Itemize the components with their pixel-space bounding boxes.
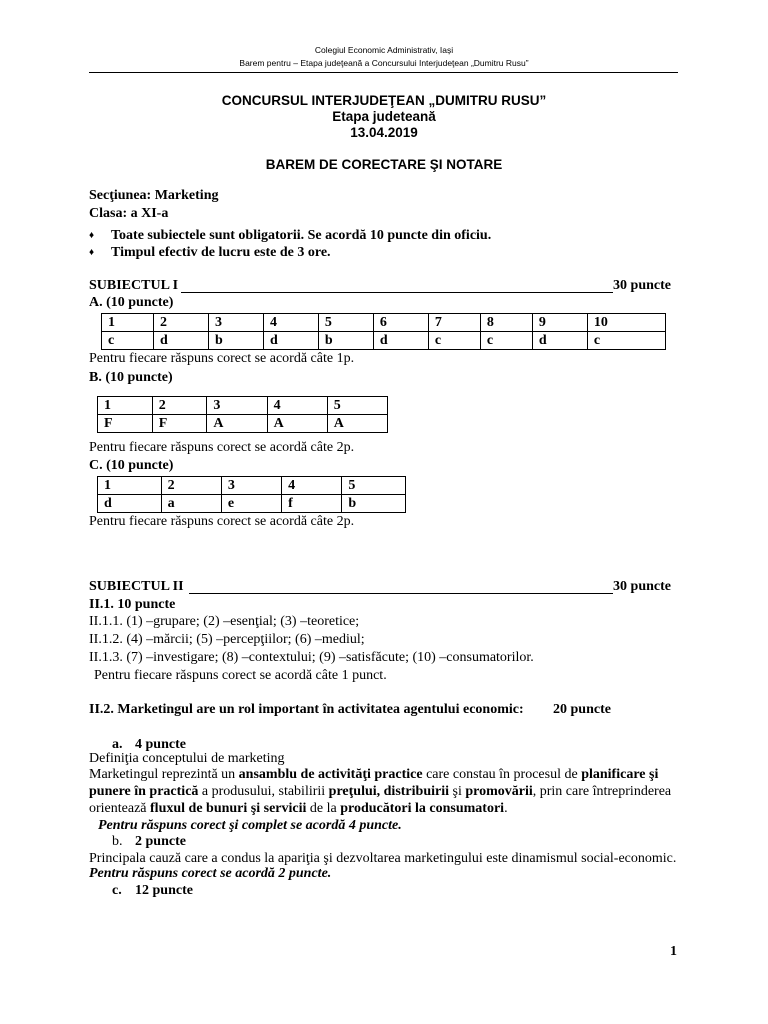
page-number: 1 — [670, 944, 677, 959]
answer-table-b — [97, 396, 388, 433]
section-label: Secţiunea: Marketing — [89, 188, 219, 203]
institution-name: Colegiul Economic Administrativ, Iași — [314, 45, 454, 55]
ii2-points: 20 puncte — [553, 702, 611, 717]
definition-line-3: orientează fluxul de bunuri şi servicii de la producători la consumatori. — [89, 801, 508, 816]
diamond-icon: ♦ — [89, 247, 95, 258]
table-row: 1 2 3 4 5 — [98, 477, 406, 495]
answer-table-a — [101, 313, 666, 350]
subject-2-header: SUBIECTUL II 30 puncte — [89, 579, 671, 594]
ii2-heading: II.2. Marketingul are un rol important în activitatea agentului economic: — [89, 702, 524, 717]
ii1-heading: II.1. 10 puncte — [89, 597, 176, 612]
item-c-label: c. — [112, 883, 122, 898]
underline-rule — [189, 593, 613, 594]
table-row: 1 2 3 4 5 6 7 8 9 10 — [102, 314, 666, 332]
bullet-item: ♦ Toate subiectele sunt obligatorii. Se acordă 10 puncte din oficiu. — [89, 228, 492, 243]
table-row: c d b d b d c c d c — [102, 332, 666, 350]
part-b-heading: B. (10 puncte) — [89, 370, 173, 385]
definition-line-2: punere în practică a produsului, stabilirii preţului, distribuirii şi promovării, prin care întreprinderea — [89, 784, 672, 799]
answer-table-c — [97, 476, 406, 513]
grading-title: BAREM DE CORECTARE ŞI NOTARE — [265, 157, 503, 172]
date-title: 13.04.2019 — [350, 125, 418, 140]
item-b-points: 2 puncte — [135, 834, 186, 849]
contest-title: CONCURSUL INTERJUDEŢEAN „DUMITRU RUSU” — [221, 93, 547, 108]
underline-rule — [181, 292, 613, 293]
ii1-note: Pentru fiecare răspuns corect se acordă câte 1 punct. — [94, 668, 387, 683]
ii1-line: II.1.3. (7) –investigare; (8) –contextului; (9) –satisfăcute; (10) –consumatorilor. — [89, 650, 534, 665]
table-row: d a e f b — [98, 495, 406, 513]
part-b-note: Pentru fiecare răspuns corect se acordă câte 2p. — [89, 440, 355, 455]
item-a-definition-label: Definiţia conceptului de marketing — [89, 751, 285, 766]
item-b-label: b. — [112, 834, 123, 849]
diamond-icon: ♦ — [89, 230, 95, 241]
stage-title: Etapa judeteană — [332, 109, 436, 124]
ii1-line: II.1.2. (4) –mărcii; (5) –percepţiilor; (6) –mediul; — [89, 632, 365, 647]
part-a-heading: A. (10 puncte) — [89, 295, 174, 310]
item-a-points: 4 puncte — [135, 737, 186, 752]
class-label: Clasa: a XI-a — [89, 206, 169, 221]
subject-1-header: SUBIECTUL I 30 puncte — [89, 278, 671, 293]
ii1-line: II.1.1. (1) –grupare; (2) –esenţial; (3) –teoretice; — [89, 614, 360, 629]
document-subtitle: Barem pentru – Etapa judeţeană a Concursului Interjudeţean „Dumitru Rusu” — [239, 58, 529, 68]
header-divider — [89, 72, 678, 73]
item-b-text: Principala cauză care a condus la apariţia şi dezvoltarea marketingului este dinamismul social-economic. — [89, 851, 677, 866]
bullet-item: ♦ Timpul efectiv de lucru este de 3 ore. — [89, 245, 331, 260]
table-row: 1 2 3 4 5 — [98, 397, 388, 415]
item-a-note: Pentru răspuns corect şi complet se acordă 4 puncte. — [98, 818, 402, 833]
item-a-label: a. — [112, 737, 123, 752]
item-c-points: 12 puncte — [135, 883, 193, 898]
definition-line-1: Marketingul reprezintă un ansamblu de activităţi practice care constau în procesul de planificare şi — [89, 767, 659, 782]
table-row: F F A A A — [98, 415, 388, 433]
part-c-heading: C. (10 puncte) — [89, 458, 174, 473]
part-a-note: Pentru fiecare răspuns corect se acordă câte 1p. — [89, 351, 355, 366]
part-c-note: Pentru fiecare răspuns corect se acordă câte 2p. — [89, 514, 355, 529]
item-b-note: Pentru răspuns corect se acordă 2 puncte. — [89, 866, 332, 881]
